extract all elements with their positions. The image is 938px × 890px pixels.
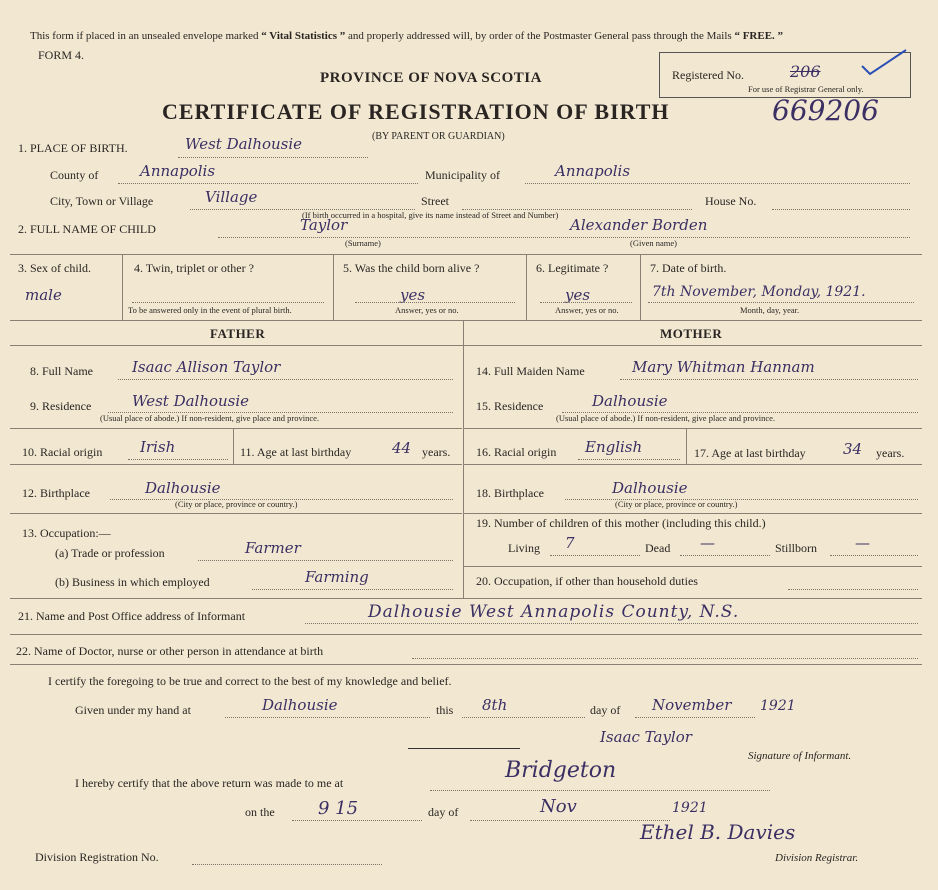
dead-value: —	[700, 534, 715, 552]
trade-label: (a) Trade or profession	[55, 546, 165, 560]
day-of-label-2: day of	[428, 805, 459, 819]
sex-label: 3. Sex of child.	[18, 261, 91, 275]
mother-birthplace-value: Dalhousie	[612, 479, 688, 497]
return-statement: I hereby certify that the above return was made to me at	[75, 776, 344, 790]
occupation-label: 13. Occupation:—	[22, 526, 111, 540]
child-surname: Taylor	[300, 216, 348, 234]
place-label: 1. PLACE OF BIRTH.	[18, 141, 128, 155]
alive-caption: Answer, yes or no.	[395, 305, 459, 315]
sex-value: male	[25, 286, 62, 304]
city-value: Village	[205, 188, 258, 206]
business-label: (b) Business in which employed	[55, 575, 210, 589]
return-year: 1921	[672, 800, 708, 816]
given-label: Given under my hand at	[75, 703, 191, 717]
mother-name-value: Mary Whitman Hannam	[632, 358, 815, 376]
father-birthplace-value: Dalhousie	[145, 479, 221, 497]
mother-age-value: 34	[843, 440, 863, 458]
notice-quote: “ Vital Statistics ”	[261, 30, 346, 42]
notice-free: “ FREE. ”	[734, 30, 784, 42]
informant-signature-caption: Signature of Informant.	[748, 750, 852, 762]
birth-date-label: 7. Date of birth.	[650, 261, 727, 275]
trade-value: Farmer	[245, 539, 301, 557]
form-number: FORM 4.	[38, 48, 85, 62]
return-day: 9 15	[318, 798, 359, 819]
return-place: Bridgeton	[505, 758, 617, 783]
street-label: Street	[421, 194, 449, 208]
given-caption: (Given name)	[630, 238, 677, 248]
twin-label: 4. Twin, triplet or other ?	[134, 261, 254, 275]
place-value: West Dalhousie	[185, 135, 303, 153]
on-the-label: on the	[245, 805, 275, 819]
province-heading: PROVINCE OF NOVA SCOTIA	[320, 70, 542, 86]
city-label: City, Town or Village	[50, 194, 154, 208]
children-count-label: 19. Number of children of this mother (including this child.)	[476, 516, 766, 530]
registrar-note: For use of Registrar General only.	[748, 84, 864, 94]
mother-racial-label: 16. Racial origin	[476, 445, 557, 459]
registered-label: Registered No.	[672, 68, 744, 82]
child-given-name: Alexander Borden	[570, 216, 708, 234]
child-name-label: 2. FULL NAME OF CHILD	[18, 222, 156, 236]
given-month: November	[652, 696, 732, 714]
dead-label: Dead	[645, 541, 671, 555]
legitimate-caption: Answer, yes or no.	[555, 305, 619, 315]
informant-signature: Isaac Taylor	[600, 728, 692, 746]
father-racial-value: Irish	[140, 438, 176, 456]
stillborn-label: Stillborn	[775, 541, 818, 555]
birth-date-value: 7th November, Monday, 1921.	[652, 284, 866, 300]
father-heading: FATHER	[210, 326, 266, 341]
father-residence-value: West Dalhousie	[132, 392, 250, 410]
business-value: Farming	[305, 568, 369, 586]
county-label: County of	[50, 168, 99, 182]
day-of-label: day of	[590, 703, 621, 717]
mother-occupation-label: 20. Occupation, if other than household duties	[476, 574, 698, 588]
municipality-label: Municipality of	[425, 168, 500, 182]
checkmark-icon	[860, 48, 910, 78]
father-age-years: years.	[422, 445, 451, 459]
legitimate-value: yes	[565, 286, 591, 304]
given-day: 8th	[482, 696, 508, 714]
mother-heading: MOTHER	[660, 326, 723, 341]
father-birthplace-caption: (City or place, province or country.)	[175, 499, 298, 509]
legitimate-label: 6. Legitimate ?	[536, 261, 609, 275]
stillborn-value: —	[855, 534, 870, 552]
mother-racial-value: English	[585, 438, 643, 456]
mother-birthplace-caption: (City or place, province or country.)	[615, 499, 738, 509]
mother-residence-label: 15. Residence	[476, 399, 544, 413]
father-age-value: 44	[392, 439, 412, 457]
certificate-title: CERTIFICATE OF REGISTRATION OF BIRTH	[162, 99, 670, 124]
municipality-value: Annapolis	[555, 162, 631, 180]
notice-mid: and properly addressed will, by order of the Postmaster General pass through the Mails	[345, 30, 735, 42]
registered-struck-number: 206	[790, 62, 821, 81]
mother-residence-value: Dalhousie	[592, 392, 668, 410]
father-residence-label: 9. Residence	[30, 399, 92, 413]
division-number-label: Division Registration No.	[35, 850, 159, 864]
notice-prefix: This form if placed in an unsealed envelope marked	[30, 30, 262, 42]
mother-name-label: 14. Full Maiden Name	[476, 364, 585, 378]
birth-date-caption: Month, day, year.	[740, 305, 800, 315]
this-label: this	[436, 703, 454, 717]
registrar-caption: Division Registrar.	[775, 852, 859, 864]
father-birthplace-label: 12. Birthplace	[22, 486, 90, 500]
postal-notice	[30, 30, 783, 42]
father-residence-caption: (Usual place of abode.) If non-resident, give place and province.	[100, 413, 320, 423]
county-value: Annapolis	[140, 162, 216, 180]
informant-value: Dalhousie West Annapolis County, N.S.	[368, 602, 740, 622]
living-label: Living	[508, 541, 540, 555]
house-label: House No.	[705, 194, 757, 208]
mother-residence-caption: (Usual place of abode.) If non-resident, give place and province.	[556, 413, 776, 423]
father-name-value: Isaac Allison Taylor	[132, 358, 281, 376]
alive-label: 5. Was the child born alive ?	[343, 261, 480, 275]
handwritten-registration-number: 669206	[772, 94, 879, 127]
twin-note: To be answered only in the event of plural birth.	[128, 305, 292, 315]
certify-statement: I certify the foregoing to be true and correct to the best of my knowledge and belief.	[48, 674, 452, 688]
mother-age-label: 17. Age at last birthday	[694, 446, 806, 460]
return-month: Nov	[540, 796, 577, 817]
mother-age-years: years.	[876, 446, 905, 460]
given-year: 1921	[760, 698, 796, 714]
father-age-label: 11. Age at last birthday	[240, 445, 352, 459]
surname-caption: (Surname)	[345, 238, 381, 248]
alive-value: yes	[400, 286, 426, 304]
hospital-note: (If birth occurred in a hospital, give its name instead of Street and Number)	[302, 210, 559, 220]
informant-label: 21. Name and Post Office address of Informant	[18, 609, 246, 623]
living-value: 7	[565, 534, 575, 552]
certificate-subtitle: (BY PARENT OR GUARDIAN)	[372, 131, 505, 142]
father-racial-label: 10. Racial origin	[22, 445, 103, 459]
given-place: Dalhousie	[262, 696, 338, 714]
registrar-signature: Ethel B. Davies	[640, 820, 796, 844]
doctor-label: 22. Name of Doctor, nurse or other person in attendance at birth	[16, 644, 324, 658]
father-name-label: 8. Full Name	[30, 364, 93, 378]
mother-birthplace-label: 18. Birthplace	[476, 486, 544, 500]
